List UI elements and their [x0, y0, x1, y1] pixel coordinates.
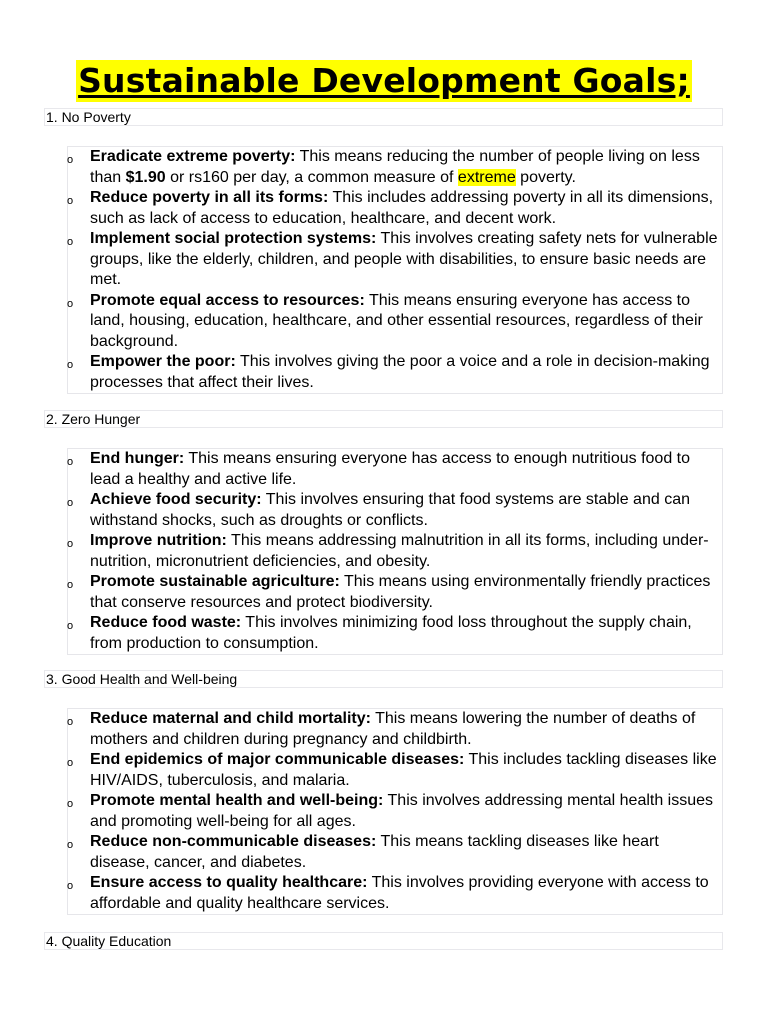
bullet-icon: o [67, 538, 74, 550]
item-term: Reduce non-communicable diseases: [90, 833, 377, 850]
item-text: This means lowering the number of deaths of mothers and children during pregnancy and childbirth. [90, 710, 696, 748]
list-item [68, 750, 722, 791]
item-term: End hunger: [90, 450, 185, 467]
bullet-icon: o [67, 195, 74, 207]
goal-heading: 4. Quality Education [44, 932, 723, 950]
goal-list [67, 708, 723, 915]
bullet-icon: o [67, 798, 74, 810]
item-text: This involves giving the poor a voice and a role in decision-making processes that affect their lives. [90, 353, 710, 391]
item-term: Promote mental health and well-being: [90, 792, 384, 809]
item-term: Reduce poverty in all its forms: [90, 189, 329, 206]
item-text: This involves minimizing food loss throughout the supply chain, from production to consumption. [90, 614, 692, 652]
bullet-icon: o [67, 620, 74, 632]
bullet-icon: o [67, 579, 74, 591]
item-text: This involves addressing mental health issues and promoting well-being for all ages. [90, 792, 714, 830]
list-item [68, 229, 722, 291]
goal-list [67, 146, 723, 394]
list-item [68, 188, 722, 229]
item-term: Improve nutrition: [90, 532, 227, 549]
item-text: This includes tackling diseases like HIV/AIDS, tuberculosis, and malaria. [90, 751, 717, 789]
list-item [68, 449, 722, 490]
bullet-icon: o [67, 359, 74, 371]
item-text: or rs160 per day, a common measure of [165, 168, 458, 186]
item-text: This means ensuring everyone has access to enough nutritious food to lead a healthy and active life. [90, 450, 691, 488]
goal-heading: 2. Zero Hunger [44, 410, 723, 428]
list-item [68, 709, 722, 750]
list-item [68, 613, 722, 654]
item-text: This means using environmentally friendly practices that conserve resources and protect biodiversity. [90, 573, 711, 611]
bullet-icon: o [67, 456, 74, 468]
item-term: Reduce food waste: [90, 614, 242, 631]
bullet-icon: o [67, 880, 74, 892]
bullet-icon: o [67, 297, 74, 310]
item-text: This involves ensuring that food systems are stable and can withstand shocks, such as droughts or conflicts. [90, 491, 690, 529]
title-container [0, 60, 768, 102]
item-term: Eradicate extreme poverty: [90, 148, 296, 165]
goal-heading: 3. Good Health and Well-being [44, 670, 723, 688]
list-item [68, 352, 722, 393]
item-text: This involves creating safety nets for vulnerable groups, like the elderly, children, and people with disabilities, to ensure basic needs are met. [90, 230, 718, 288]
item-text: This means reducing the number of people living on less than [90, 148, 700, 186]
list-item [68, 291, 722, 353]
item-text: This means tackling diseases like heart disease, cancer, and diabetes. [90, 833, 659, 871]
item-text: This involves providing everyone with access to affordable and quality healthcare services. [90, 874, 709, 912]
item-term: Ensure access to quality healthcare: [90, 874, 368, 891]
bullet-icon: o [67, 839, 74, 851]
item-term: Empower the poor: [90, 353, 236, 370]
bullet-icon: o [67, 497, 74, 509]
item-term: Implement social protection systems: [90, 230, 377, 247]
goal-heading: 1. No Poverty [44, 108, 723, 126]
list-item [68, 572, 722, 613]
bullet-icon: o [67, 716, 74, 728]
bullet-icon: o [67, 757, 74, 769]
item-text: This means addressing malnutrition in all its forms, including under-nutrition, micronutrient deficiencies, and obesity. [90, 532, 709, 570]
highlighted-word: extreme [457, 168, 516, 186]
goal-list [67, 448, 723, 655]
item-text: poverty. [515, 168, 576, 186]
item-term: End epidemics of major communicable diseases: [90, 751, 465, 768]
list-item [68, 490, 722, 531]
item-term: Promote equal access to resources: [90, 291, 365, 309]
list-item [68, 873, 722, 914]
amount-text: $1.90 [125, 168, 166, 186]
item-text: This means ensuring everyone has access to land, housing, education, healthcare, and other essential resources, regardless of their background. [90, 291, 703, 350]
list-item [68, 791, 722, 832]
item-term: Achieve food security: [90, 491, 262, 508]
item-term: Promote sustainable agriculture: [90, 573, 340, 590]
bullet-icon: o [67, 236, 74, 248]
list-item [68, 147, 722, 188]
bullet-icon: o [67, 154, 74, 166]
list-item [68, 531, 722, 572]
list-item [68, 832, 722, 873]
item-term: Reduce maternal and child mortality: [90, 710, 371, 727]
item-text: This includes addressing poverty in all its dimensions, such as lack of access to education, healthcare, and decent work. [90, 189, 714, 227]
document-title: Sustainable Development Goals; [78, 61, 690, 100]
